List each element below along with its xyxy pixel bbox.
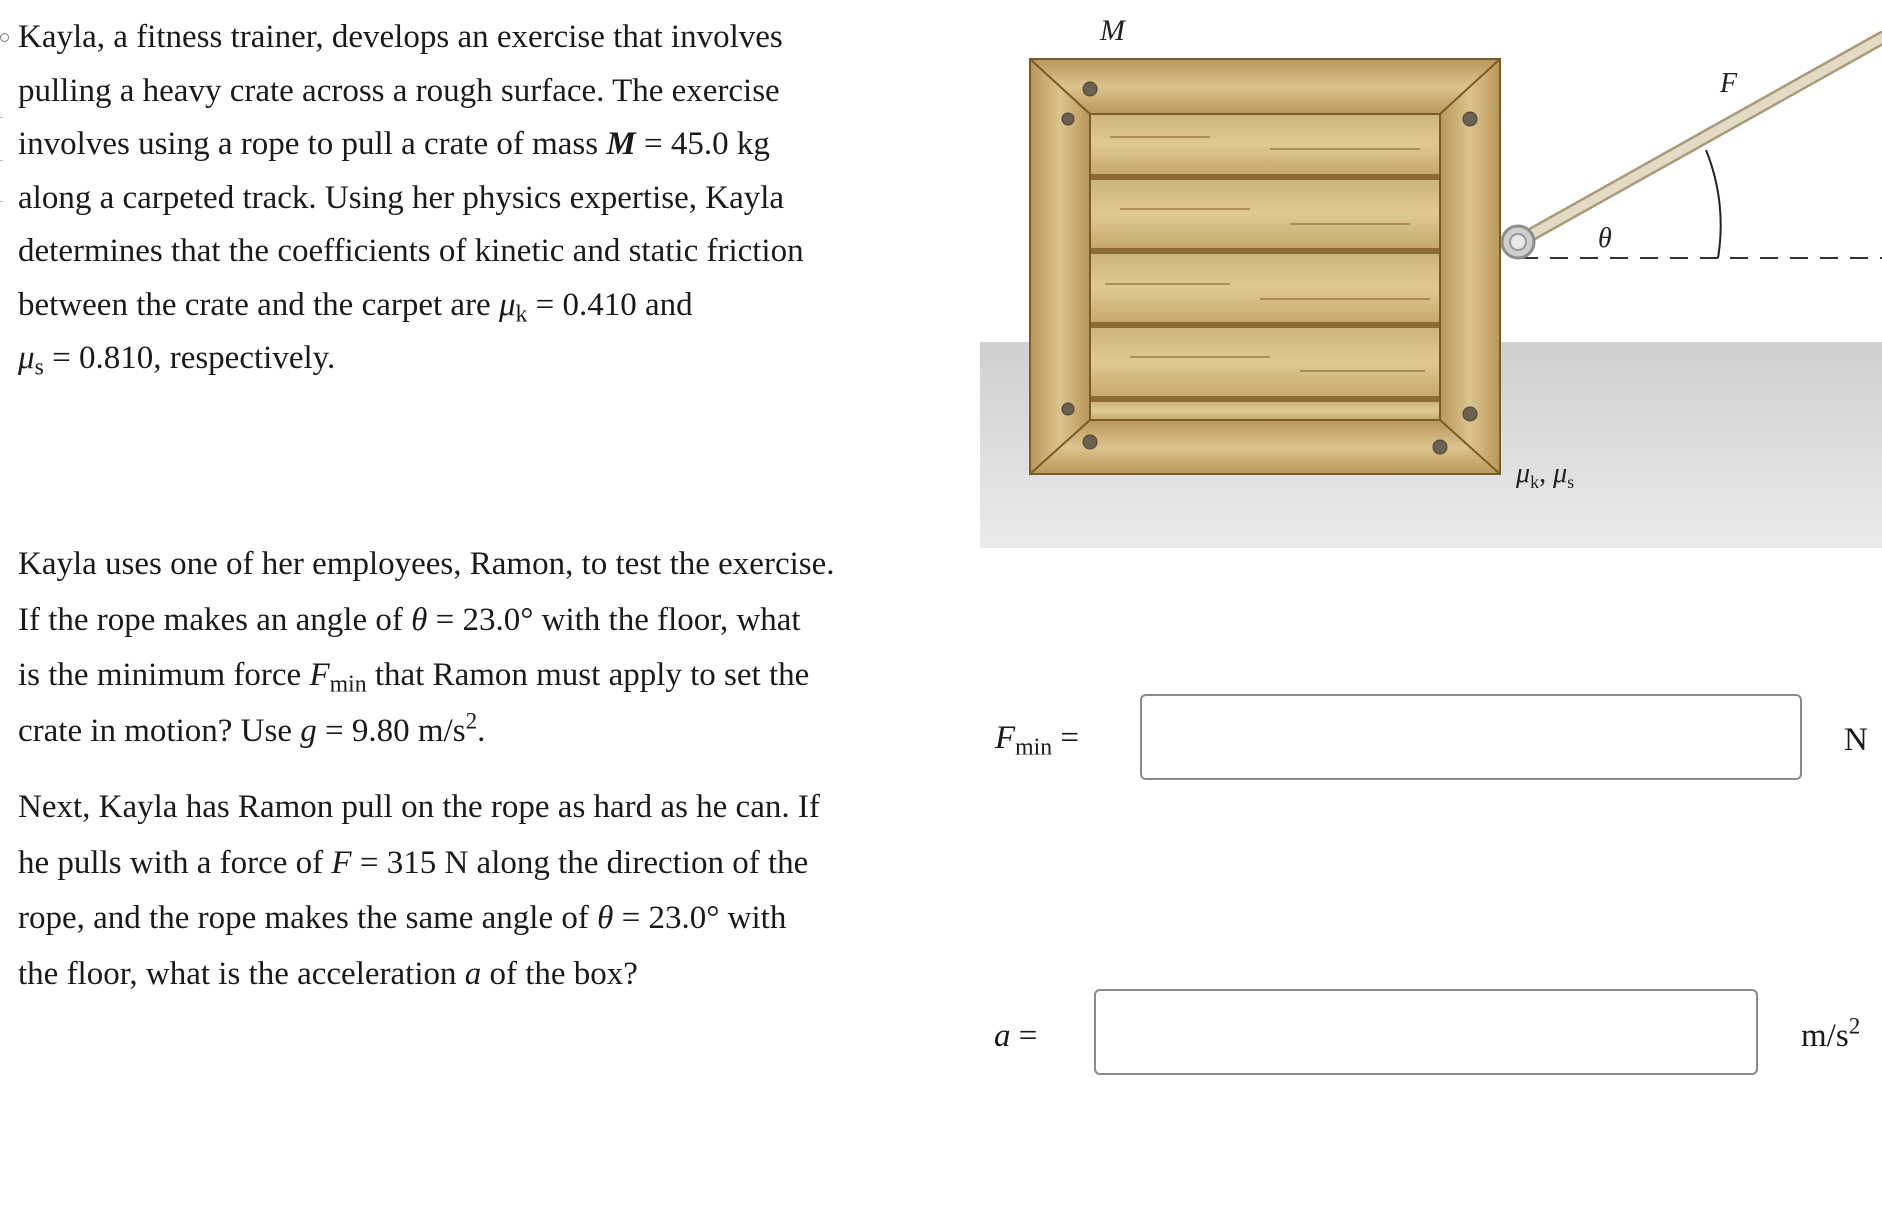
fmin-answer-input[interactable] [1140, 694, 1802, 780]
part2-line-1: Next, Kayla has Ramon pull on the rope as hard as he can. If [18, 789, 820, 825]
intro-line-4: along a carpeted track. Using her physics expertise, Kayla [18, 179, 785, 216]
angle-arc [1706, 150, 1721, 258]
force-label: F [1720, 68, 1738, 99]
friction-coefficient-label: $\mu_k$, $\mu_s$ [1516, 458, 1575, 492]
part1-line-1: Kayla uses one of her employees, Ramon, to test the exercise. [18, 546, 835, 582]
part2-line-2: he pulls with a force of F = 315 N along the direction of the [18, 844, 809, 881]
intro-line-6: between the crate and the carpet are $\mu_k = 0.410$ and [18, 286, 693, 328]
fmin-unit: N [1844, 722, 1868, 758]
fmin-label: $F_{min}$ = [995, 720, 1079, 761]
page-edge-tick [0, 160, 3, 161]
page-edge-tick [0, 117, 3, 118]
crate [1030, 59, 1500, 474]
g-value: 9.80 m/s [351, 712, 466, 749]
theta-value: 23.0° [462, 601, 534, 638]
mass-symbol: M [606, 126, 636, 162]
accel-unit: $m/s^2$ [1801, 1012, 1861, 1054]
part2-line-3: rope, and the rope makes the same angle of θ = 23.0° with [18, 900, 787, 936]
crate-diagram [980, 0, 1882, 560]
intro-line-2: pulling a heavy crate across a rough surface. The exercise [18, 72, 780, 109]
mass-label: M [1100, 14, 1125, 47]
accel-answer-input[interactable] [1094, 989, 1758, 1075]
problem-part-2 [18, 780, 820, 1002]
accel-label: a = [994, 1018, 1038, 1054]
mass-value: 45.0 kg [670, 126, 770, 162]
part2-line-4: the floor, what is the acceleration a of the box? [18, 955, 638, 992]
part1-line-4: crate in motion? Use g = 9.80 $m/s^2$. [18, 706, 486, 749]
force-value: 315 N [386, 844, 469, 881]
intro-line-7: $\mu_s = 0.810$, respectively. [18, 340, 336, 381]
intro-line-3: involves using a rope to pull a crate of mass M = 45.0 kg [18, 126, 770, 162]
page-edge-marker [0, 33, 9, 42]
mu-k-value: 0.410 [562, 286, 637, 323]
mu-s-value: 0.810 [78, 340, 154, 376]
problem-intro [18, 11, 804, 386]
problem-part-1 [18, 537, 835, 759]
intro-line-1: Kayla, a fitness trainer, develops an exercise that involves [18, 19, 783, 55]
part1-line-3: is the minimum force $F_{min}$ that Ramon must apply to set the [18, 657, 810, 698]
page-edge-tick [0, 201, 3, 202]
angle-label: θ [1598, 223, 1612, 254]
intro-line-5: determines that the coefficients of kinetic and static friction [18, 233, 804, 269]
part1-line-2: If the rope makes an angle of θ = 23.0° with the floor, what [18, 601, 801, 638]
